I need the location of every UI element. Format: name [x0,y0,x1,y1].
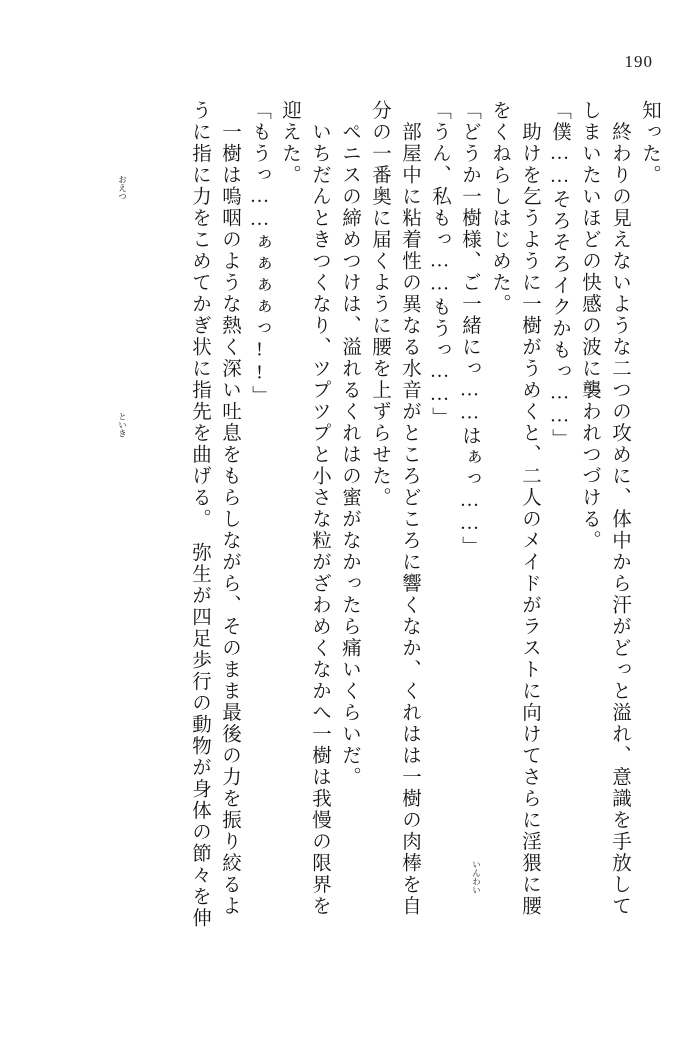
text-line: をくねらしはじめた。 [489,100,510,315]
text-line: うに指に力をこめてかぎ状に指先を曲げる。 弥生が四足歩行の動物が身体の節々を伸 [189,100,210,929]
text-line: しまいたいほどの快感の波に襲われつづける。 [579,100,600,552]
text-line: 分の一番奥に届くように腰を上ずらせた。 [369,100,390,509]
ruby-annotation: いんわい [471,860,482,894]
text-line: 「うん、私もっ……もうっ……」 [429,100,450,429]
text-line: 終わりの見えないような二つの攻めに、体中から汗がどっと溢れ、意識を手放して [609,100,630,917]
ruby-annotation: おえつ [117,175,128,201]
text-line: いちだんときつくなり、ツプツプと小さな粒がざわめくなかへ一樹は我慢の限界を [309,100,330,917]
text-line: ペニスの締めつけは、溢れるくれはの蜜がなかったら痛いくらいだ。 [339,100,360,788]
text-line: 知った。 [639,100,660,186]
text-line: 「僕……そろそろイクかもっ……」 [549,100,570,450]
ruby-annotation: といき [117,412,128,438]
text-line: 「もうっ……ぁぁぁぁっ!!」 [249,100,270,407]
vertical-text-block [40,100,659,1010]
text-line: 「どうか一樹様、ご一緒にっ……はぁっ……」 [459,100,480,558]
text-line: 一樹は嗚咽のような熱く深い吐息をもらしながら、そのまま最後の力を振り絞るよ [219,100,240,917]
page-number: 190 [624,52,653,71]
text-line: 迎えた。 [279,100,300,186]
text-line: 部屋中に粘着性の異なる水音がところどころに響くなか、くれはは一樹の肉棒を自 [399,100,420,917]
text-line: 助けを乞うように一樹がうめくと、二人のメイドがラストに向けてさらに淫猥に腰 [519,100,540,917]
